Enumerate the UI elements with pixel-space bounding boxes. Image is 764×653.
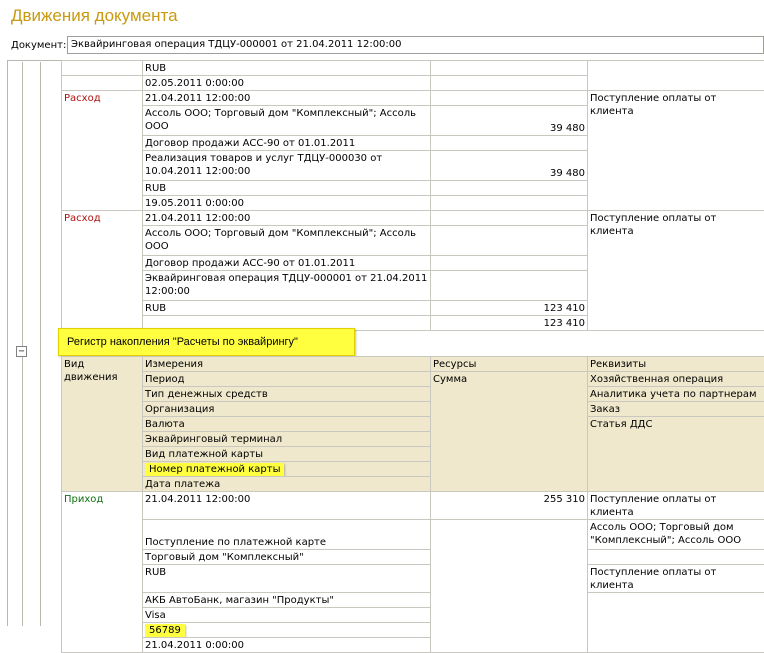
tree-line	[40, 62, 41, 626]
cell[interactable]: 19.05.2011 0:00:00	[143, 196, 431, 211]
cell[interactable]: Поступление оплаты от клиента	[588, 91, 764, 211]
cell[interactable]: Эквайринговая операция ТДЦУ-000001 от 21.04.2011 12:00:00	[143, 271, 431, 301]
document-label: Документ:	[11, 40, 66, 51]
dimension-field[interactable]: Эквайринговый терминал	[143, 432, 431, 447]
cell[interactable]: 21.04.2011 12:00:00	[143, 492, 431, 520]
cell[interactable]: Ассоль ООО; Торговый дом "Комплексный"; Ассоль ООО	[143, 226, 431, 256]
tree-line	[22, 62, 23, 626]
amount-cell[interactable]: 255 310	[431, 492, 588, 520]
column-header-movement[interactable]: Вид движения	[62, 357, 143, 492]
header-row	[62, 357, 764, 372]
cell[interactable]: Visa	[143, 608, 431, 623]
dimension-field[interactable]: Валюта	[143, 417, 431, 432]
resource-field[interactable]: Сумма	[431, 372, 588, 492]
cell[interactable]: 21.04.2011 0:00:00	[143, 638, 431, 653]
dimension-field[interactable]: Организация	[143, 402, 431, 417]
register-table	[61, 356, 764, 653]
table-row	[62, 61, 764, 76]
cell[interactable]: 21.04.2011 12:00:00	[143, 91, 431, 106]
table-row	[62, 593, 764, 608]
column-header-resources[interactable]: Ресурсы	[431, 357, 588, 372]
window-title: Движения документа	[11, 6, 178, 26]
register-callout: Регистр накопления "Расчеты по эквайрингу"	[58, 328, 355, 356]
header-row	[62, 387, 764, 402]
dimension-field[interactable]: Вид платежной карты	[143, 447, 431, 462]
document-field[interactable]: Эквайринговая операция ТДЦУ-000001 от 21.04.2011 12:00:00	[67, 36, 764, 54]
requisite-field[interactable]: Статья ДДС	[588, 417, 764, 492]
requisite-field[interactable]: Хозяйственная операция	[588, 372, 764, 387]
cell[interactable]: 02.05.2011 0:00:00	[143, 76, 431, 91]
dimension-field[interactable]: Дата платежа	[143, 477, 431, 492]
cell[interactable]: Торговый дом "Комплексный"	[143, 550, 431, 565]
upper-register-table	[61, 60, 764, 331]
amount-cell[interactable]: 123 410	[431, 316, 588, 331]
table-row	[62, 492, 764, 520]
requisite-field[interactable]: Аналитика учета по партнерам	[588, 387, 764, 402]
cell[interactable]: Поступление оплаты от клиента	[588, 211, 764, 331]
cell[interactable]: 21.04.2011 12:00:00	[143, 211, 431, 226]
table-row	[62, 91, 764, 106]
collapse-icon[interactable]: −	[16, 346, 27, 357]
movement-kind[interactable]: Расход	[62, 91, 143, 211]
cell[interactable]: RUB	[143, 61, 431, 76]
dimension-field-highlighted[interactable]: Номер платежной карты	[145, 463, 284, 476]
cell[interactable]: Поступление оплаты от клиента	[588, 565, 764, 593]
header-row	[62, 417, 764, 432]
cell[interactable]: RUB	[143, 301, 431, 316]
column-header-requisites[interactable]: Реквизиты	[588, 357, 764, 372]
table-row	[62, 211, 764, 226]
header-row	[62, 372, 764, 387]
movement-kind[interactable]: Приход	[62, 492, 143, 653]
cell[interactable]: RUB	[143, 565, 431, 593]
cell[interactable]: Договор продажи АСС-90 от 01.01.2011	[143, 256, 431, 271]
cell[interactable]: Поступление по платежной карте	[143, 520, 431, 550]
cell[interactable]: Ассоль ООО; Торговый дом "Комплексный"; Ассоль ООО	[588, 520, 764, 550]
amount-cell[interactable]: 39 480	[431, 106, 588, 136]
amount-cell[interactable]: 123 410	[431, 301, 588, 316]
dimension-field[interactable]: Тип денежных средств	[143, 387, 431, 402]
table-row	[62, 550, 764, 565]
requisite-field[interactable]: Заказ	[588, 402, 764, 417]
dimension-field[interactable]: Период	[143, 372, 431, 387]
table-row	[62, 565, 764, 593]
table-row	[62, 520, 764, 550]
cell[interactable]: АКБ АвтоБанк, магазин "Продукты"	[143, 593, 431, 608]
card-number-highlighted[interactable]: 56789	[145, 624, 185, 637]
cell[interactable]: Договор продажи АСС-90 от 01.01.2011	[143, 136, 431, 151]
column-header-dimensions[interactable]: Измерения	[143, 357, 431, 372]
cell[interactable]: Ассоль ООО; Торговый дом "Комплексный"; Ассоль ООО	[143, 106, 431, 136]
movement-kind[interactable]: Расход	[62, 211, 143, 331]
cell[interactable]: Поступление оплаты от клиента	[588, 492, 764, 520]
cell[interactable]: RUB	[143, 181, 431, 196]
amount-cell[interactable]: 39 480	[431, 151, 588, 181]
cell[interactable]: Реализация товаров и услуг ТДЦУ-000030 от 10.04.2011 12:00:00	[143, 151, 431, 181]
header-row	[62, 402, 764, 417]
